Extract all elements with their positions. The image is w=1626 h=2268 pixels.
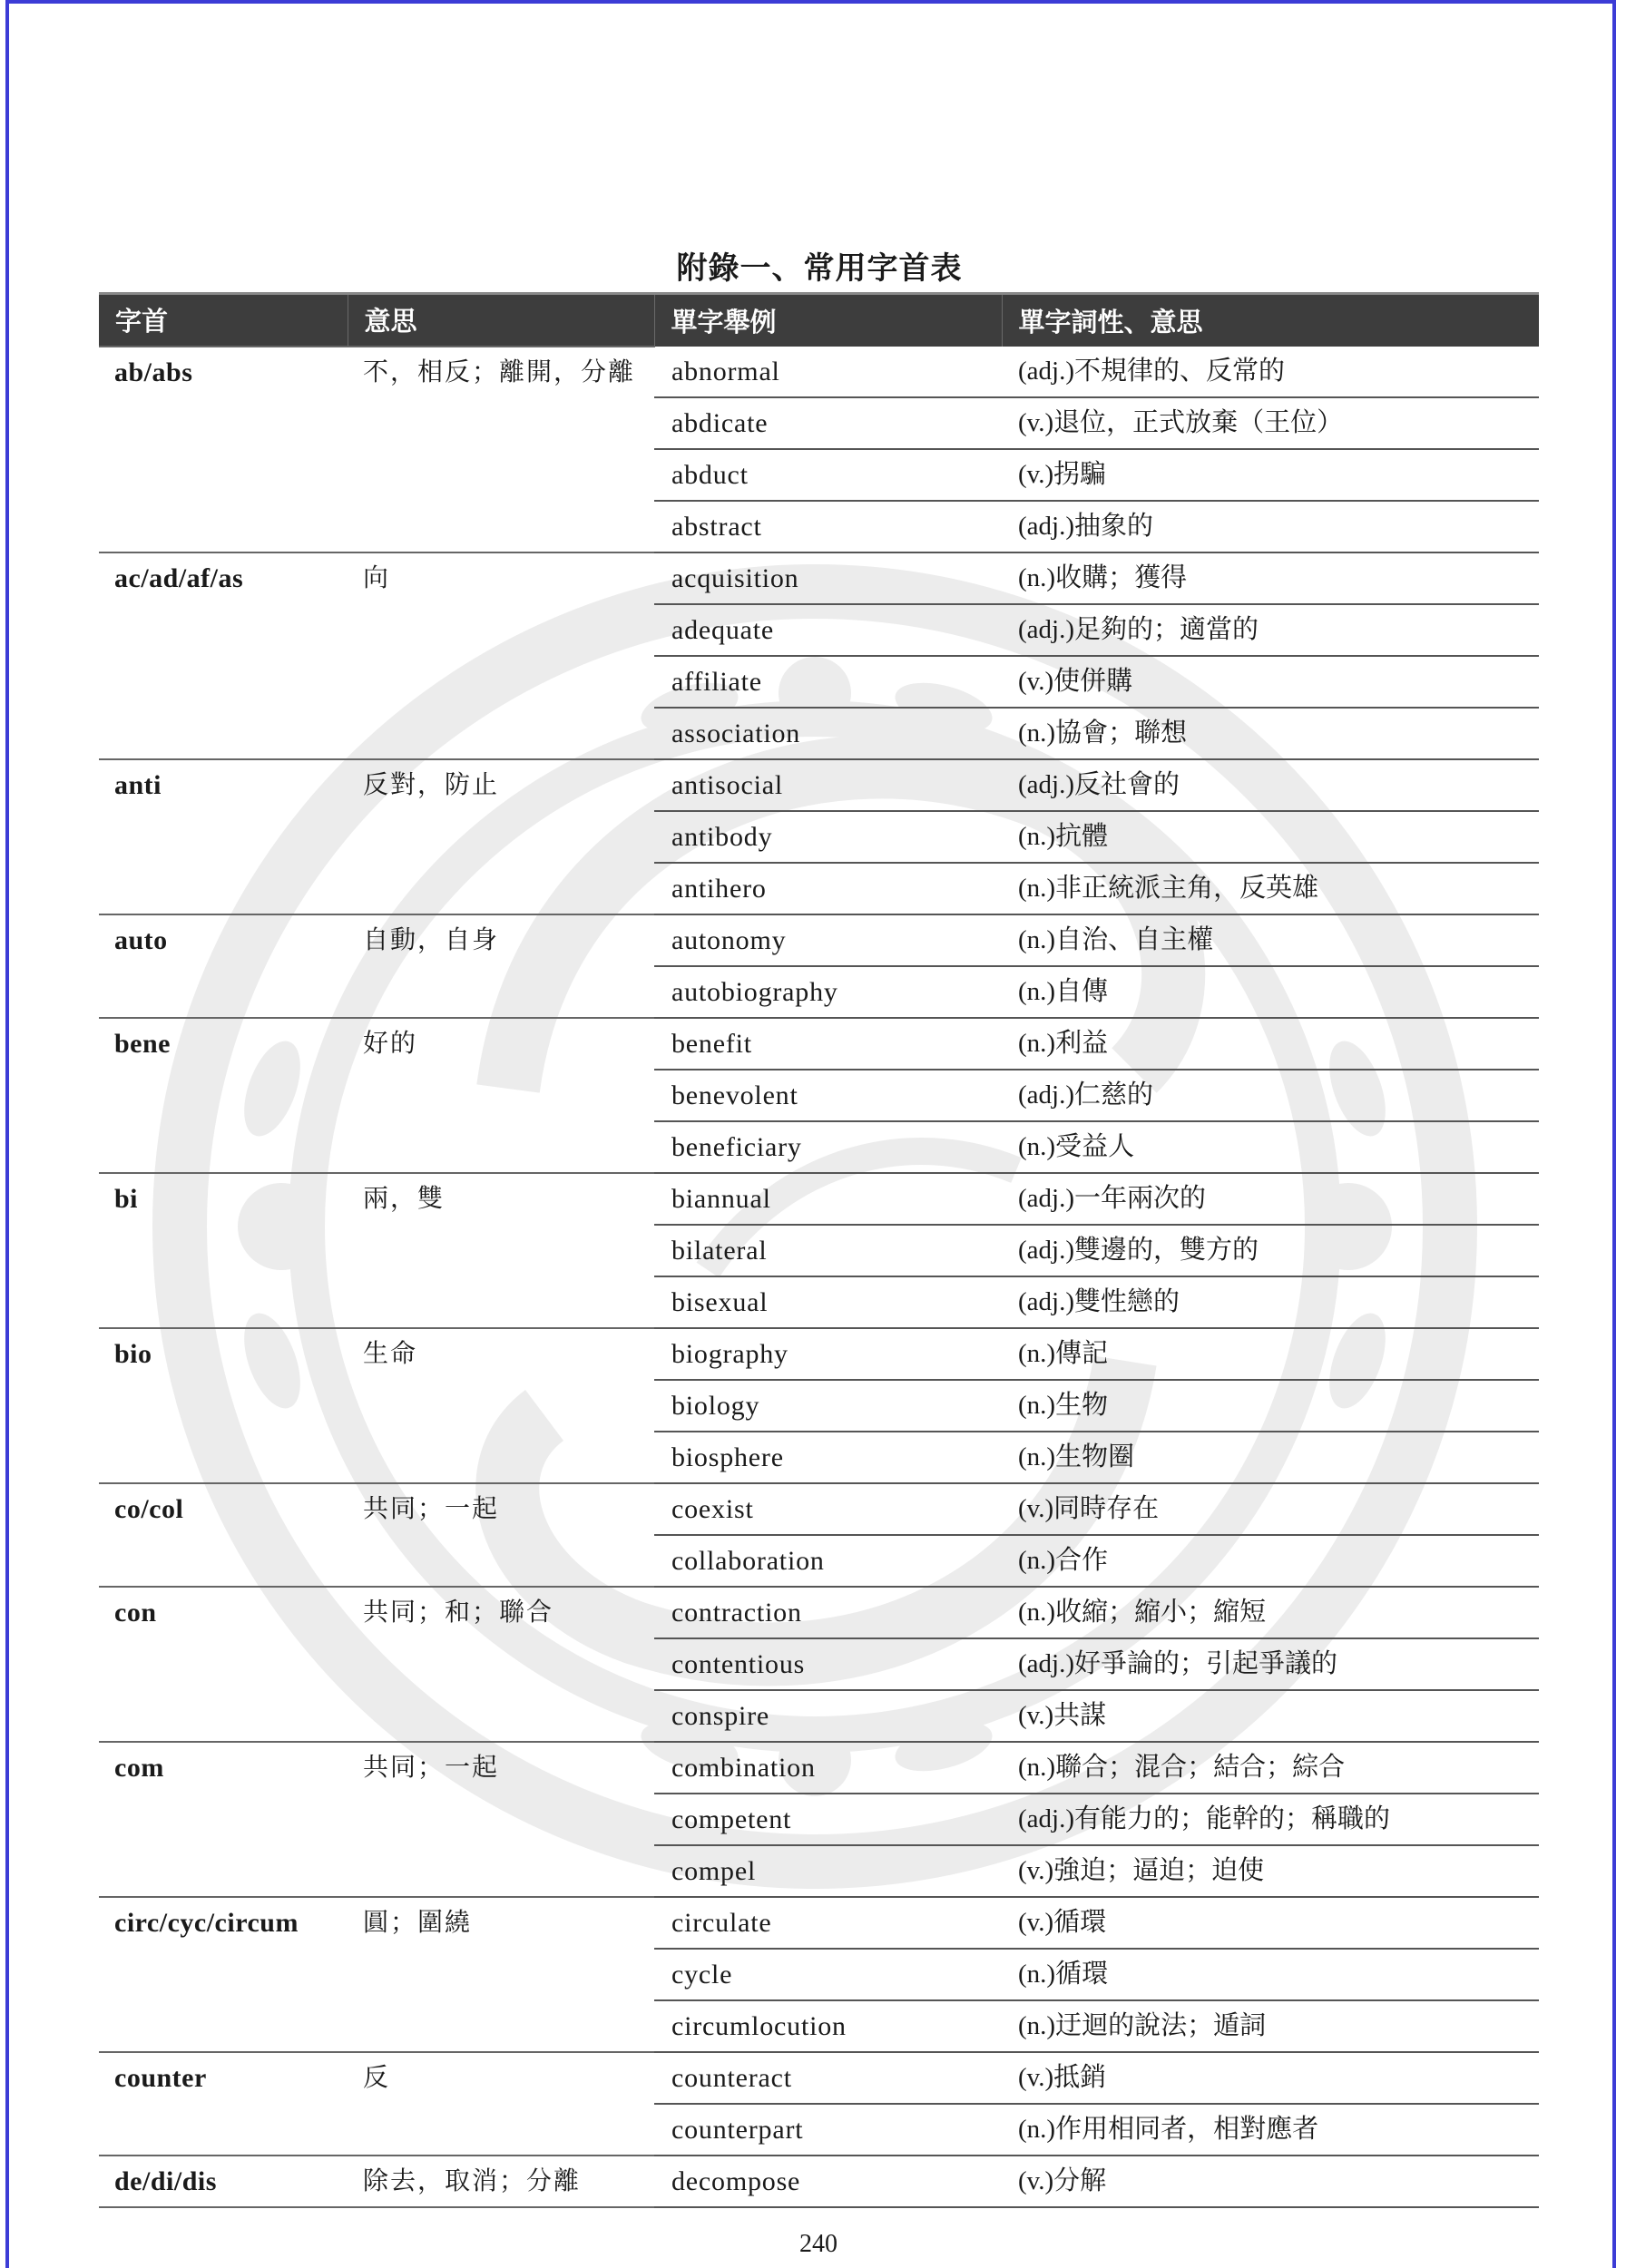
example-word-cell: abstract bbox=[654, 501, 1002, 552]
table-body bbox=[99, 347, 1539, 2207]
meaning-cell: 共同；一起 bbox=[348, 1483, 654, 1587]
definition-cell: (adj.)雙性戀的 bbox=[1002, 1276, 1539, 1328]
definition-cell: (adj.)仁慈的 bbox=[1002, 1070, 1539, 1121]
example-word-cell: antihero bbox=[654, 863, 1002, 914]
meaning-cell: 兩，雙 bbox=[348, 1173, 654, 1328]
prefix-cell: circ/cyc/circum bbox=[99, 1897, 348, 2052]
definition-cell: (n.)迂迴的說法；遁詞 bbox=[1002, 2000, 1539, 2052]
prefix-cell: de/di/dis bbox=[99, 2156, 348, 2207]
example-word-cell: bilateral bbox=[654, 1225, 1002, 1276]
meaning-cell: 共同；和；聯合 bbox=[348, 1587, 654, 1742]
definition-cell: (adj.)抽象的 bbox=[1002, 501, 1539, 552]
table-row bbox=[99, 1483, 1539, 1535]
definition-cell: (n.)生物 bbox=[1002, 1380, 1539, 1432]
definition-cell: (n.)作用相同者，相對應者 bbox=[1002, 2104, 1539, 2156]
example-word-cell: contentious bbox=[654, 1638, 1002, 1690]
prefix-table bbox=[99, 292, 1539, 2208]
definition-cell: (adj.)一年兩次的 bbox=[1002, 1173, 1539, 1225]
example-word-cell: combination bbox=[654, 1742, 1002, 1794]
definition-cell: (n.)聯合；混合；結合；綜合 bbox=[1002, 1742, 1539, 1794]
example-word-cell: circulate bbox=[654, 1897, 1002, 1949]
prefix-cell: con bbox=[99, 1587, 348, 1742]
definition-cell: (n.)抗體 bbox=[1002, 811, 1539, 863]
example-word-cell: affiliate bbox=[654, 656, 1002, 708]
definition-cell: (n.)循環 bbox=[1002, 1949, 1539, 2000]
prefix-cell: counter bbox=[99, 2052, 348, 2156]
definition-cell: (adj.)反社會的 bbox=[1002, 759, 1539, 811]
definition-cell: (v.)分解 bbox=[1002, 2156, 1539, 2207]
example-word-cell: decompose bbox=[654, 2156, 1002, 2207]
page-title: 附錄一、常用字首表 bbox=[676, 252, 963, 286]
definition-cell: (n.)合作 bbox=[1002, 1535, 1539, 1587]
example-word-cell: competent bbox=[654, 1794, 1002, 1845]
header-example-word: 單字舉例 bbox=[654, 294, 1002, 347]
example-word-cell: abnormal bbox=[654, 347, 1002, 397]
example-word-cell: biology bbox=[654, 1380, 1002, 1432]
table-row bbox=[99, 914, 1539, 966]
prefix-cell: anti bbox=[99, 759, 348, 914]
meaning-cell: 圓；圍繞 bbox=[348, 1897, 654, 2052]
example-word-cell: adequate bbox=[654, 604, 1002, 656]
header-word-definition: 單字詞性、意思 bbox=[1002, 294, 1539, 347]
example-word-cell: antisocial bbox=[654, 759, 1002, 811]
page-number: 240 bbox=[799, 2230, 837, 2258]
meaning-cell: 不，相反；離開，分離 bbox=[348, 347, 654, 552]
example-word-cell: counterpart bbox=[654, 2104, 1002, 2156]
meaning-cell: 除去，取消；分離 bbox=[348, 2156, 654, 2207]
example-word-cell: contraction bbox=[654, 1587, 1002, 1638]
example-word-cell: coexist bbox=[654, 1483, 1002, 1535]
prefix-cell: co/col bbox=[99, 1483, 348, 1587]
table-row bbox=[99, 1897, 1539, 1949]
meaning-cell: 反 bbox=[348, 2052, 654, 2156]
definition-cell: (adj.)有能力的；能幹的；稱職的 bbox=[1002, 1794, 1539, 1845]
example-word-cell: conspire bbox=[654, 1690, 1002, 1742]
definition-cell: (v.)使併購 bbox=[1002, 656, 1539, 708]
definition-cell: (v.)強迫；逼迫；迫使 bbox=[1002, 1845, 1539, 1897]
example-word-cell: cycle bbox=[654, 1949, 1002, 2000]
definition-cell: (n.)自治、自主權 bbox=[1002, 914, 1539, 966]
definition-cell: (v.)同時存在 bbox=[1002, 1483, 1539, 1535]
header-prefix: 字首 bbox=[99, 294, 348, 347]
example-word-cell: association bbox=[654, 708, 1002, 759]
definition-cell: (v.)抵銷 bbox=[1002, 2052, 1539, 2104]
table-row bbox=[99, 1587, 1539, 1638]
prefix-cell: bio bbox=[99, 1328, 348, 1483]
definition-cell: (n.)生物圈 bbox=[1002, 1432, 1539, 1483]
table-row bbox=[99, 552, 1539, 604]
prefix-cell: ab/abs bbox=[99, 347, 348, 552]
example-word-cell: benefit bbox=[654, 1018, 1002, 1070]
example-word-cell: benevolent bbox=[654, 1070, 1002, 1121]
table-row bbox=[99, 2156, 1539, 2207]
definition-cell: (n.)收購；獲得 bbox=[1002, 552, 1539, 604]
prefix-cell: auto bbox=[99, 914, 348, 1018]
example-word-cell: compel bbox=[654, 1845, 1002, 1897]
example-word-cell: antibody bbox=[654, 811, 1002, 863]
header-meaning: 意思 bbox=[348, 294, 654, 347]
meaning-cell: 生命 bbox=[348, 1328, 654, 1483]
meaning-cell: 自動，自身 bbox=[348, 914, 654, 1018]
definition-cell: (adj.)足夠的；適當的 bbox=[1002, 604, 1539, 656]
definition-cell: (v.)循環 bbox=[1002, 1897, 1539, 1949]
table-row bbox=[99, 2052, 1539, 2104]
example-word-cell: circumlocution bbox=[654, 2000, 1002, 2052]
definition-cell: (n.)非正統派主角，反英雄 bbox=[1002, 863, 1539, 914]
example-word-cell: autobiography bbox=[654, 966, 1002, 1018]
example-word-cell: abduct bbox=[654, 449, 1002, 501]
table-row bbox=[99, 1742, 1539, 1794]
example-word-cell: abdicate bbox=[654, 397, 1002, 449]
meaning-cell: 向 bbox=[348, 552, 654, 759]
prefix-cell: ac/ad/af/as bbox=[99, 552, 348, 759]
example-word-cell: bisexual bbox=[654, 1276, 1002, 1328]
table-header-row bbox=[99, 294, 1539, 347]
prefix-cell: bene bbox=[99, 1018, 348, 1173]
meaning-cell: 好的 bbox=[348, 1018, 654, 1173]
definition-cell: (v.)拐騙 bbox=[1002, 449, 1539, 501]
definition-cell: (v.)退位，正式放棄（王位） bbox=[1002, 397, 1539, 449]
definition-cell: (v.)共謀 bbox=[1002, 1690, 1539, 1742]
definition-cell: (adj.)雙邊的，雙方的 bbox=[1002, 1225, 1539, 1276]
definition-cell: (n.)受益人 bbox=[1002, 1121, 1539, 1173]
prefix-cell: com bbox=[99, 1742, 348, 1897]
table-row bbox=[99, 759, 1539, 811]
example-word-cell: biosphere bbox=[654, 1432, 1002, 1483]
table-row bbox=[99, 1328, 1539, 1380]
table-row bbox=[99, 1018, 1539, 1070]
definition-cell: (n.)協會；聯想 bbox=[1002, 708, 1539, 759]
definition-cell: (n.)傳記 bbox=[1002, 1328, 1539, 1380]
definition-cell: (adj.)不規律的、反常的 bbox=[1002, 347, 1539, 397]
definition-cell: (adj.)好爭論的；引起爭議的 bbox=[1002, 1638, 1539, 1690]
meaning-cell: 反對，防止 bbox=[348, 759, 654, 914]
definition-cell: (n.)收縮；縮小；縮短 bbox=[1002, 1587, 1539, 1638]
example-word-cell: counteract bbox=[654, 2052, 1002, 2104]
table-row bbox=[99, 1173, 1539, 1225]
example-word-cell: biography bbox=[654, 1328, 1002, 1380]
example-word-cell: autonomy bbox=[654, 914, 1002, 966]
example-word-cell: biannual bbox=[654, 1173, 1002, 1225]
example-word-cell: beneficiary bbox=[654, 1121, 1002, 1173]
definition-cell: (n.)自傳 bbox=[1002, 966, 1539, 1018]
table-row bbox=[99, 347, 1539, 397]
example-word-cell: acquisition bbox=[654, 552, 1002, 604]
definition-cell: (n.)利益 bbox=[1002, 1018, 1539, 1070]
meaning-cell: 共同；一起 bbox=[348, 1742, 654, 1897]
prefix-cell: bi bbox=[99, 1173, 348, 1328]
example-word-cell: collaboration bbox=[654, 1535, 1002, 1587]
